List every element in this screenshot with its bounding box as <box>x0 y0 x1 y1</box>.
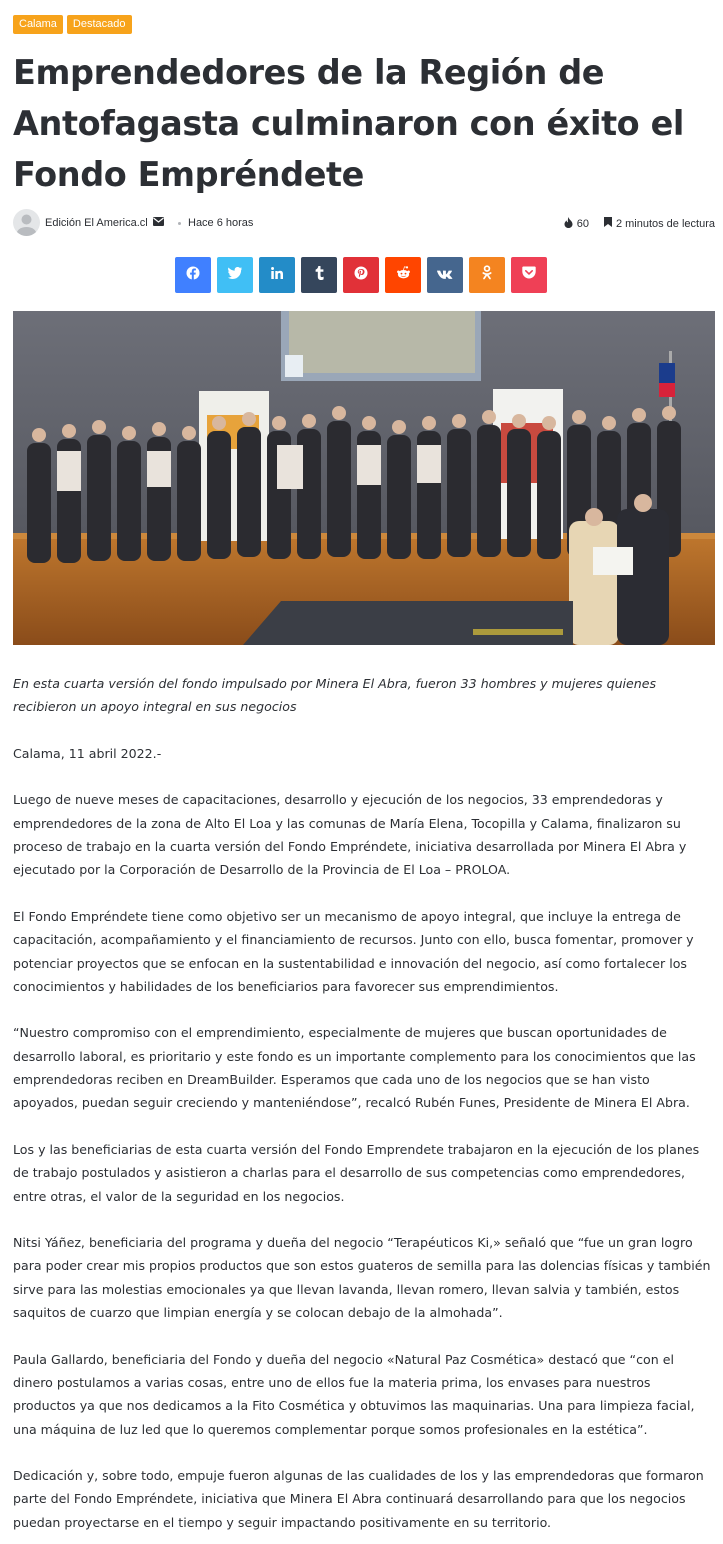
share-tumblr-button[interactable] <box>301 257 337 293</box>
bookmark-icon <box>604 217 612 230</box>
reading-time <box>604 217 715 230</box>
featured-image[interactable] <box>13 311 715 645</box>
pocket-icon <box>522 266 536 284</box>
share-reddit-button[interactable] <box>385 257 421 293</box>
share-vk-button[interactable] <box>427 257 463 293</box>
category-tag-calama[interactable]: Calama <box>13 15 63 34</box>
pinterest-icon <box>354 266 368 285</box>
odnoklassniki-icon <box>482 265 492 285</box>
linkedin-icon <box>271 266 283 284</box>
author-avatar[interactable] <box>13 209 40 236</box>
post-meta <box>13 209 715 237</box>
article-lead: En esta cuarta versión del fondo impulsado por Minera El Abra, fueron 33 hombres y mujeres quienes recibieron un apoyo integral en sus negocios <box>13 676 657 715</box>
article-paragraph: Nitsi Yáñez, beneficiaria del programa y dueña del negocio “Terapéuticos Ki,» señaló que “fue un gran logro para poder crear mis propios productos que son estos guateros de semilla para las dolencias físicas y también sirve para las molestias emocionales ya que llevan lavanda, llevan romero, llevan salvia y también, estos saquitos de cuarzo que limpian energía y se colocan debajo de la almohada”. <box>13 1235 711 1321</box>
facebook-icon <box>186 266 200 285</box>
post-time: Hace 6 horas <box>188 217 254 229</box>
tumblr-icon <box>315 266 324 285</box>
article-title: Emprendedores de la Región de Antofagasta culminaron con éxito el Fondo Empréndete <box>13 53 684 194</box>
envelope-icon[interactable] <box>153 217 164 229</box>
post-views <box>564 217 589 231</box>
fire-icon <box>564 217 573 231</box>
article-paragraph: Los y las beneficiarias de esta cuarta versión del Fondo Emprendete trabajaron en la ejecución de los planes de trabajo postulados y asistieron a charlas para el desarrollo de sus competencias como emprendedores, entre otras, el valor de la seguridad en los negocios. <box>13 1141 700 1204</box>
views-count: 60 <box>576 218 589 230</box>
share-pocket-button[interactable] <box>511 257 547 293</box>
article-paragraph: Luego de nueve meses de capacitaciones, desarrollo y ejecución de los negocios, 33 emprendedoras y emprendedores de la zona de Alto El Loa y las comunas de María Elena, Tocopilla y Calama, finalizaron su proceso de trabajo en la cuarta versión del Fondo Empréndete, iniciativa desarrollada por Minera El Abra y ejecutado por la Corporación de Desarrollo de la Provincia de El Loa – PROLOA. <box>13 792 687 878</box>
category-tag-destacado[interactable]: Destacado <box>67 15 132 34</box>
category-tags <box>13 15 132 34</box>
share-twitter-button[interactable] <box>217 257 253 293</box>
article-dateline: Calama, 11 abril 2022.- <box>13 745 162 761</box>
share-facebook-button[interactable] <box>175 257 211 293</box>
reading-time-label: 2 minutos de lectura <box>615 217 715 230</box>
vk-icon <box>437 266 453 284</box>
author-name[interactable]: Edición El America.cl <box>45 217 148 229</box>
share-linkedin-button[interactable] <box>259 257 295 293</box>
reddit-icon <box>396 266 411 284</box>
share-pinterest-button[interactable] <box>343 257 379 293</box>
share-buttons <box>175 257 547 293</box>
twitter-icon <box>228 266 242 284</box>
share-odnoklassniki-button[interactable] <box>469 257 505 293</box>
meta-separator <box>178 222 181 225</box>
article-paragraph: El Fondo Empréndete tiene como objetivo ser un mecanismo de apoyo integral, que incluye la entrega de capacitación, acompañamiento y el financiamiento de recursos. Junto con ello, busca fomentar, promover y potenciar proyectos que se enfocan en la sustentabilidad e innovación del negocio, así como fortalecer los conocimientos y habilidades de los beneficiarios para favorecer sus emprendimientos. <box>13 908 694 994</box>
article-body <box>13 672 715 1544</box>
article-paragraph: Paula Gallardo, beneficiaria del Fondo y dueña del negocio «Natural Paz Cosmética» destacó que “con el dinero postulamos a varias cosas, entre uno de ellos fue la materia prima, los envases para nuestros productos ya que nos dedicamos a la Fito Cosmética y obtuvimos las maquinarias. Una para limpieza facial, una máquina de luz led que lo queremos complementar porque somos profesionales en la estética”. <box>13 1351 695 1437</box>
article-paragraph: Dedicación y, sobre todo, empuje fueron algunas de las cualidades de los y las emprendedoras que formaron parte del Fondo Empréndete, iniciativa que Minera El Abra continuará desarrollando para que los negocios puedan proyectarse en el tiempo y seguir impactando positivamente en su territorio. <box>13 1468 704 1530</box>
article-paragraph: “Nuestro compromiso con el emprendimiento, especialmente de mujeres que buscan oportunidades de desarrollo laboral, es prioritario y este fondo es un importante complemento para los conocimientos que las emprendedoras reciben en DreamBuilder. Esperamos que cada uno de los negocios que se han visto apoyados, puedan seguir creciendo y manteniéndose”, recalcó Rubén Funes, Presidente de Minera El Abra. <box>13 1025 696 1111</box>
